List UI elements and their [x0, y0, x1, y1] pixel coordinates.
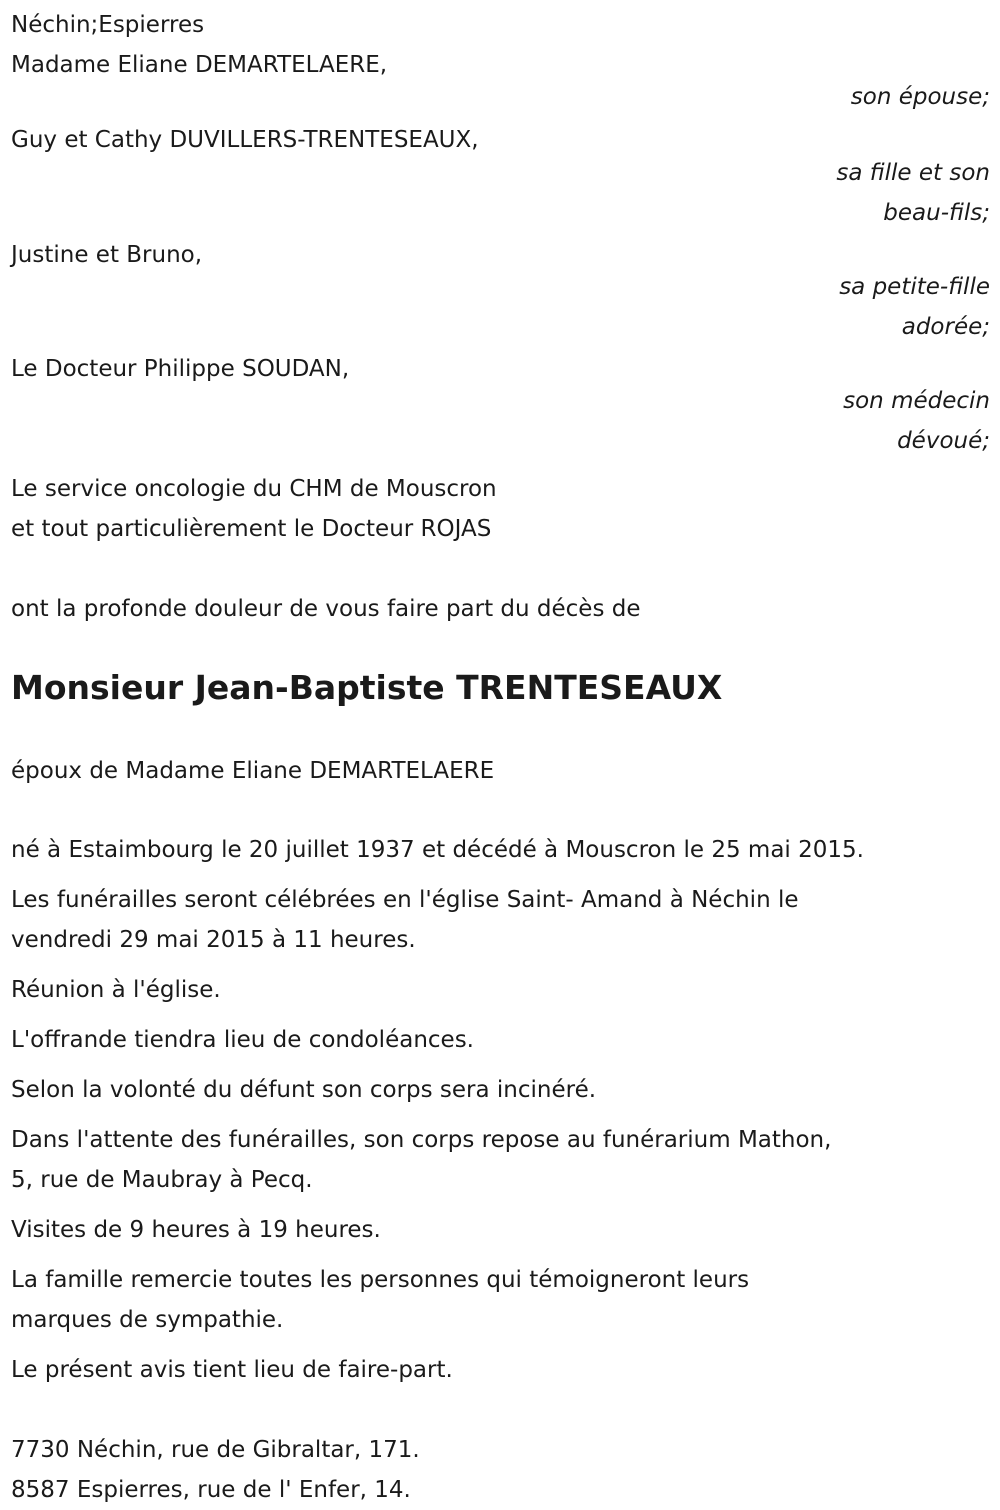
detail-line: Visites de 9 heures à 19 heures. [11, 1217, 381, 1243]
family-relation: beau-fils; [883, 200, 990, 226]
spouse-line: époux de Madame Eliane DEMARTELAERE [11, 758, 495, 784]
address-line: 8587 Espierres, rue de l' Enfer, 14. [11, 1477, 411, 1503]
detail-paragraph [11, 1070, 990, 1110]
service-line: Le service oncologie du CHM de Mouscron [11, 476, 497, 502]
service-line: et tout particulièrement le Docteur ROJAS [11, 516, 492, 542]
detail-line: Dans l'attente des funérailles, son corps repose au funérarium Mathon, [11, 1127, 832, 1153]
announcement-text: ont la profonde douleur de vous faire part du décès de [11, 596, 641, 622]
family-name: Madame Eliane DEMARTELAERE, [11, 52, 388, 78]
family-relation: adorée; [901, 314, 990, 340]
detail-paragraph [11, 1120, 990, 1200]
detail-line: vendredi 29 mai 2015 à 11 heures. [11, 927, 416, 953]
detail-line: L'offrande tiendra lieu de condoléances. [11, 1027, 474, 1053]
family-relation: son épouse; [850, 84, 990, 110]
detail-paragraph [11, 1260, 990, 1340]
detail-paragraph [11, 1210, 990, 1250]
header-location: Néchin;Espierres [11, 12, 205, 38]
obituary-notice [11, 5, 990, 1510]
deceased-name: Monsieur Jean-Baptiste TRENTESEAUX [11, 668, 723, 707]
detail-paragraph [11, 1020, 990, 1060]
detail-line: 5, rue de Maubray à Pecq. [11, 1167, 313, 1193]
family-relation: dévoué; [897, 428, 990, 454]
detail-line: La famille remercie toutes les personnes qui témoigneront leurs [11, 1267, 750, 1293]
family-entry [11, 127, 990, 233]
detail-paragraph [11, 830, 990, 870]
family-relation: son médecin [843, 388, 990, 414]
detail-paragraph [11, 880, 990, 960]
detail-line: Le présent avis tient lieu de faire-part. [11, 1357, 453, 1383]
family-entry [11, 357, 990, 461]
detail-line: marques de sympathie. [11, 1307, 284, 1333]
family-name: Le Docteur Philippe SOUDAN, [11, 356, 350, 382]
address-line: 7730 Néchin, rue de Gibraltar, 171. [11, 1437, 420, 1463]
detail-paragraph [11, 1350, 990, 1390]
family-relation: sa petite-fille [839, 274, 990, 300]
family-entry [11, 53, 990, 117]
family-relation: sa fille et son [836, 160, 990, 186]
family-entry [11, 243, 990, 347]
family-name: Guy et Cathy DUVILLERS-TRENTESEAUX, [11, 127, 479, 153]
detail-paragraph [11, 970, 990, 1010]
detail-line: Selon la volonté du défunt son corps sera incinéré. [11, 1077, 597, 1103]
family-name: Justine et Bruno, [11, 242, 203, 268]
detail-line: Réunion à l'église. [11, 977, 221, 1003]
detail-line: né à Estaimbourg le 20 juillet 1937 et décédé à Mouscron le 25 mai 2015. [11, 837, 864, 863]
detail-line: Les funérailles seront célébrées en l'église Saint- Amand à Néchin le [11, 887, 799, 913]
